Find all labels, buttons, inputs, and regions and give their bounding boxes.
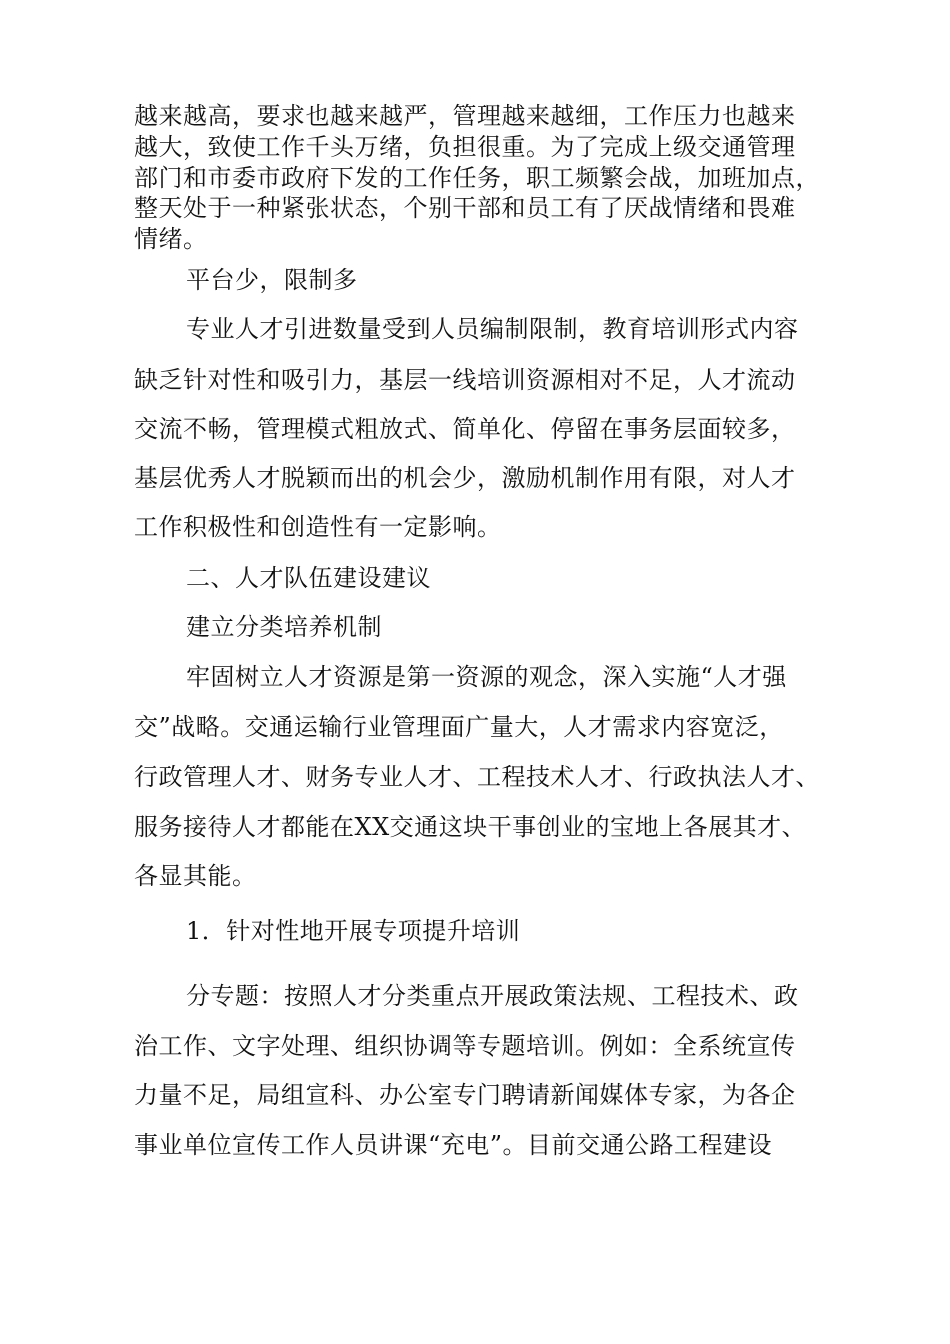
body-text-line: 缺乏针对性和吸引力，基层一线培训资源相对不足，人才流动 [134,366,796,394]
body-text-line: 专业人才引进数量受到人员编制限制，教育培训形式内容 [186,315,799,343]
subheading-platform: 平台少，限制多 [186,266,358,294]
body-text-line: 基层优秀人才脱颖而出的机会少，激励机制作用有限，对人才 [134,464,796,492]
body-text-line: 事业单位宣传工作人员讲课“充电”。目前交通公路工程建设 [134,1131,773,1159]
body-text-line: 力量不足，局组宣科、办公室专门聘请新闻媒体专家，为各企 [134,1081,796,1109]
subheading-mechanism: 建立分类培养机制 [186,613,382,641]
section-heading: 二、人才队伍建设建议 [186,564,431,592]
body-text-line: 情绪。 [134,225,208,253]
body-text-line: 越大，致使工作千头万绪，负担很重。为了完成上级交通管理 [134,133,796,161]
body-text-line: 交流不畅，管理模式粗放式、简单化、停留在事务层面较多， [134,415,796,443]
body-text-line: 整天处于一种紧张状态，个别干部和员工有了厌战情绪和畏难 [134,194,796,222]
body-text-line: 部门和市委市政府下发的工作任务，职工频繁会战，加班加点， [134,164,820,192]
body-text-line: 服务接待人才都能在XX交通这块干事创业的宝地上各展其才、 [134,813,807,841]
body-text-line: 越来越高，要求也越来越严，管理越来越细，工作压力也越来 [134,102,796,130]
body-text-line: 交”战略。交通运输行业管理面广量大，人才需求内容宽泛， [134,713,784,741]
body-text-line: 各显其能。 [134,862,257,890]
body-text-line: 牢固树立人才资源是第一资源的观念，深入实施“人才强 [186,663,787,691]
body-text-line: 治工作、文字处理、组织协调等专题培训。例如：全系统宣传 [134,1032,796,1060]
body-text-line: 分专题：按照人才分类重点开展政策法规、工程技术、政 [186,982,799,1010]
numbered-heading: 1．针对性地开展专项提升培训 [186,917,521,945]
body-text-line: 工作积极性和创造性有一定影响。 [134,513,502,541]
body-text-line: 行政管理人才、财务专业人才、工程技术人才、行政执法人才、 [134,763,820,791]
